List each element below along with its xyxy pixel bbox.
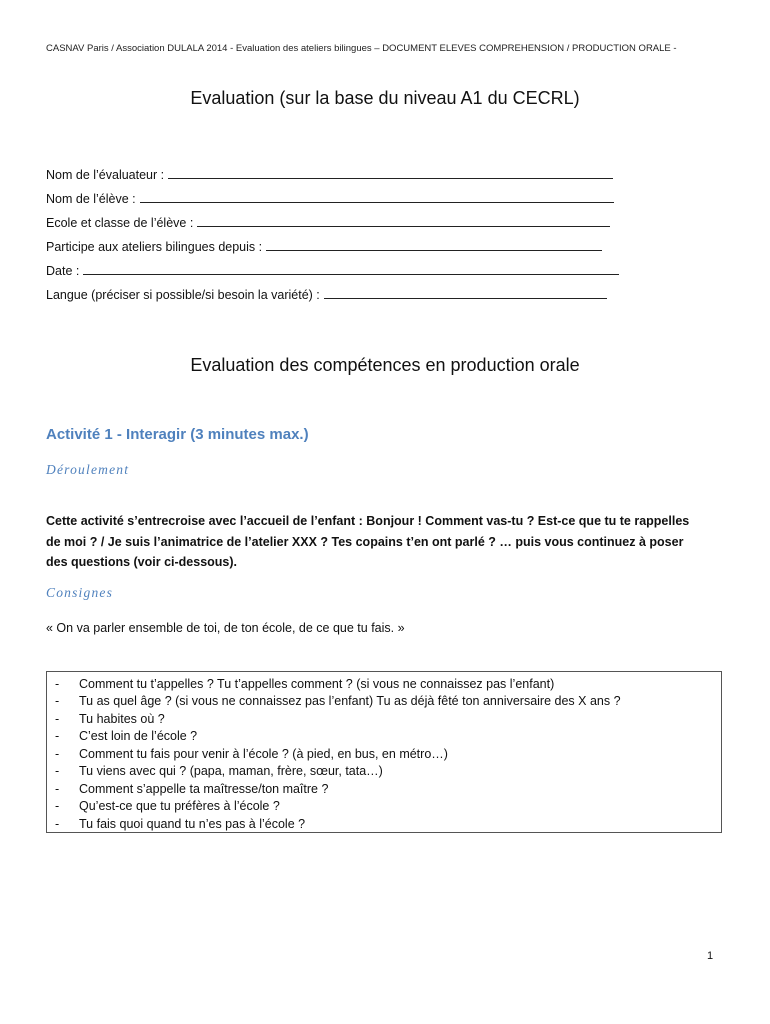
bullet: - <box>55 816 60 831</box>
blank-line[interactable] <box>140 190 614 203</box>
field-ateliers-depuis <box>46 238 619 262</box>
field-langue <box>46 286 619 310</box>
blank-line[interactable] <box>197 214 610 227</box>
field-label: Participe aux ateliers bilingues depuis : <box>46 240 263 254</box>
bullet: - <box>55 676 60 691</box>
field-label: Ecole et classe de l’élève : <box>46 216 194 230</box>
field-label: Nom de l’évaluateur : <box>46 168 165 182</box>
question-item <box>47 693 721 711</box>
questions-box <box>46 671 722 833</box>
field-eleve <box>46 190 619 214</box>
question-item <box>47 815 721 833</box>
question-text: Comment tu fais pour venir à l’école ? (à pied, en bus, en métro…) <box>79 746 448 761</box>
question-item <box>47 710 721 728</box>
field-label: Langue (préciser si possible/si besoin la variété) : <box>46 288 320 302</box>
bullet: - <box>55 746 60 761</box>
question-text: Qu’est-ce que tu préfères à l’école ? <box>79 799 280 814</box>
field-label: Nom de l’élève : <box>46 192 136 206</box>
question-text: Tu as quel âge ? (si vous ne connaissez pas l’enfant) Tu as déjà fêté ton anniversaire des X ans ? <box>79 694 621 709</box>
question-text: Comment tu t’appelles ? Tu t’appelles comment ? (si vous ne connaissez pas l’enfant) <box>79 676 555 691</box>
question-item <box>47 763 721 781</box>
page-number: 1 <box>707 950 714 962</box>
deroulement-text: Cette activité s’entrecroise avec l’accueil de l’enfant : Bonjour ! Comment vas-tu ? Est-ce que tu te rappelles de moi ? / Je suis l’animatrice de l’atelier XXX ? Tes copains t’en ont parlé ? … puis vous continuez à poser des questions (voir ci-dessous). <box>46 514 690 569</box>
consignes-heading: Consignes <box>46 585 114 600</box>
document-header: CASNAV Paris / Association DULALA 2014 - Evaluation des ateliers bilingues – DOCUMENT ELEVES COMPREHENSION / PRODUCTION ORALE - <box>46 43 677 54</box>
section-title: Evaluation des compétences en production orale <box>190 355 580 375</box>
bullet: - <box>55 711 60 726</box>
field-ecole-classe <box>46 214 619 238</box>
question-text: Tu viens avec qui ? (papa, maman, frère, sœur, tata…) <box>79 764 383 779</box>
identification-fields <box>46 166 619 310</box>
question-text: Tu habites où ? <box>79 711 165 726</box>
deroulement-heading: Déroulement <box>46 462 130 477</box>
bullet: - <box>55 694 60 709</box>
bullet: - <box>55 764 60 779</box>
field-evaluateur <box>46 166 619 190</box>
bullet: - <box>55 729 60 744</box>
question-item <box>47 745 721 763</box>
question-text: Comment s’appelle ta maîtresse/ton maître ? <box>79 781 329 796</box>
page-title: Evaluation (sur la base du niveau A1 du CECRL) <box>190 88 580 108</box>
question-item <box>47 728 721 746</box>
bullet: - <box>55 799 60 814</box>
field-label: Date : <box>46 264 80 278</box>
blank-line[interactable] <box>83 262 619 275</box>
question-text: Tu fais quoi quand tu n’es pas à l’école ? <box>79 816 306 831</box>
question-item <box>47 780 721 798</box>
question-text: C’est loin de l’école ? <box>79 729 198 744</box>
blank-line[interactable] <box>324 286 607 299</box>
consignes-quote: « On va parler ensemble de toi, de ton école, de ce que tu fais. » <box>46 621 405 635</box>
blank-line[interactable] <box>168 166 613 179</box>
activity-heading: Activité 1 - Interagir (3 minutes max.) <box>46 426 309 443</box>
question-item <box>47 798 721 816</box>
question-item <box>47 675 721 693</box>
bullet: - <box>55 781 60 796</box>
blank-line[interactable] <box>266 238 602 251</box>
field-date <box>46 262 619 286</box>
